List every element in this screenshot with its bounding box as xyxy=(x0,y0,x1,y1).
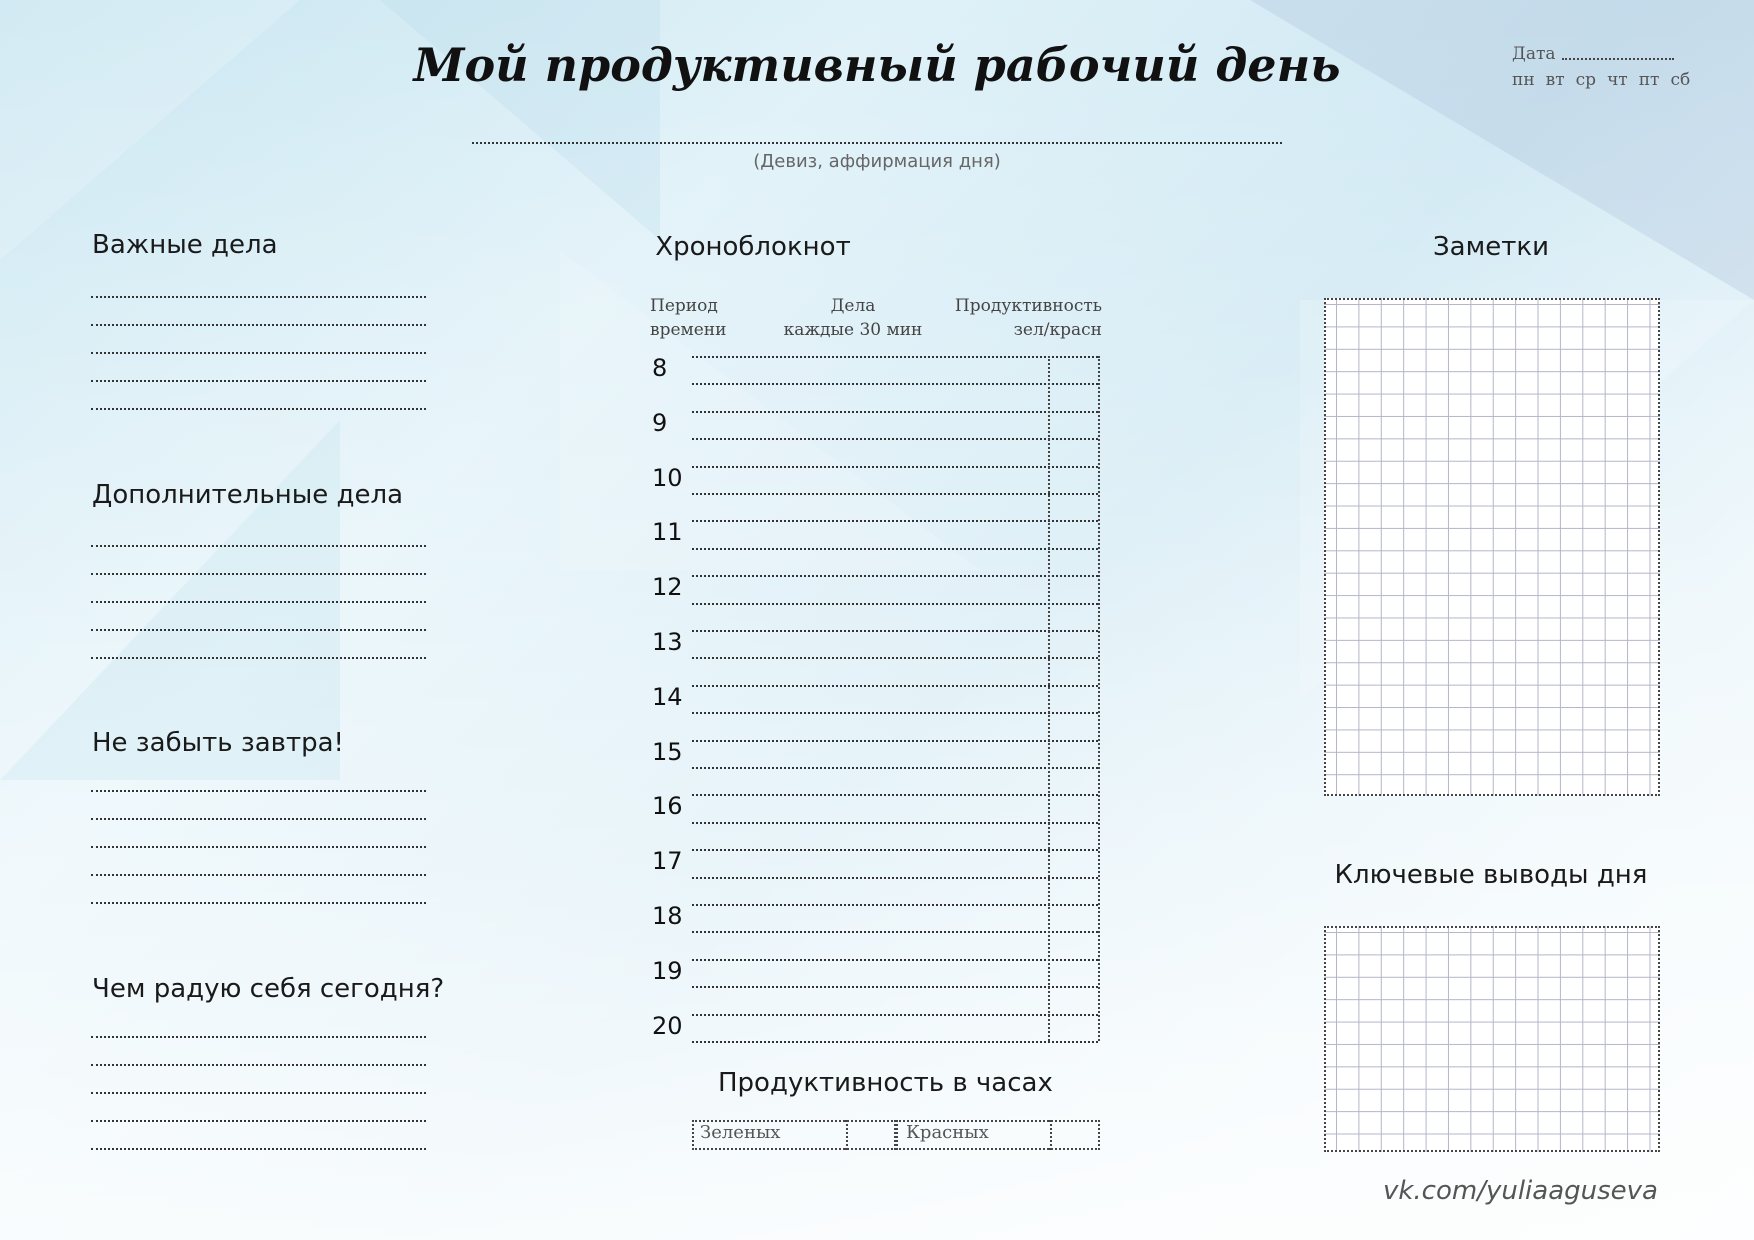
chrono-row-line[interactable] xyxy=(692,1014,1098,1016)
green-hours-field[interactable] xyxy=(844,1120,896,1150)
hour-label: 8 xyxy=(652,354,668,382)
col-period-line2: времени xyxy=(650,320,727,340)
col-productivity-header xyxy=(950,294,1102,342)
motto-caption: (Девиз, аффирмация дня) xyxy=(753,151,1001,172)
hour-label: 18 xyxy=(652,902,683,930)
green-hours-label: Зеленых xyxy=(700,1122,781,1143)
chrono-row-line[interactable] xyxy=(692,411,1098,413)
productivity-column-border xyxy=(1048,356,1050,1041)
weekday-mon[interactable]: пн xyxy=(1512,70,1535,90)
motto-line[interactable] xyxy=(472,142,1282,144)
chrono-row-line[interactable] xyxy=(692,794,1098,796)
remember-line-1[interactable] xyxy=(91,790,426,792)
col-prod-line1: Продуктивность xyxy=(954,296,1102,316)
chrono-row-line[interactable] xyxy=(692,740,1098,742)
chrono-row-line[interactable] xyxy=(692,548,1098,550)
chrono-row-line[interactable] xyxy=(692,904,1098,906)
red-hours-label: Красных xyxy=(906,1122,989,1143)
selfcare-line-3[interactable] xyxy=(91,1092,426,1094)
extra-line-5[interactable] xyxy=(91,657,426,659)
chrono-row-line[interactable] xyxy=(692,603,1098,605)
notes-grid[interactable] xyxy=(1324,298,1660,796)
hour-label: 10 xyxy=(652,463,683,492)
important-line-4[interactable] xyxy=(91,380,426,382)
weekday-wed[interactable]: ср xyxy=(1575,70,1597,90)
important-line-1[interactable] xyxy=(91,296,426,298)
col-tasks-header xyxy=(780,294,926,342)
chrono-row-line[interactable] xyxy=(692,931,1098,933)
hour-label: 14 xyxy=(652,682,683,711)
col-prod-line2: зел/красн xyxy=(1013,320,1102,340)
date-field[interactable] xyxy=(1562,58,1674,60)
chrono-row-line[interactable] xyxy=(692,959,1098,961)
selfcare-line-5[interactable] xyxy=(91,1148,426,1150)
col-period-line1: Период xyxy=(650,296,718,316)
hour-label: 16 xyxy=(652,792,683,821)
weekday-thu[interactable]: чт xyxy=(1607,70,1628,90)
extra-line-4[interactable] xyxy=(91,629,426,631)
important-line-5[interactable] xyxy=(91,408,426,410)
chrono-row-line[interactable] xyxy=(692,712,1098,714)
weekday-fri[interactable]: пт xyxy=(1638,70,1660,90)
chrono-row-line[interactable] xyxy=(692,849,1098,851)
date-block xyxy=(1512,44,1690,90)
hour-label: 17 xyxy=(652,847,683,876)
selfcare-line-4[interactable] xyxy=(91,1120,426,1122)
conclusions-grid[interactable] xyxy=(1324,926,1660,1152)
hour-label: 11 xyxy=(652,518,683,547)
remember-line-3[interactable] xyxy=(91,846,426,848)
chrono-row-line[interactable] xyxy=(692,383,1098,385)
weekday-tue[interactable]: вт xyxy=(1545,70,1565,90)
chrono-row-line[interactable] xyxy=(692,466,1098,468)
date-label: Дата xyxy=(1512,44,1556,64)
hour-label: 20 xyxy=(652,1011,683,1040)
productivity-title: Продуктивность в часах xyxy=(718,1068,1053,1098)
col-period-header xyxy=(650,294,726,342)
chrono-row-line[interactable] xyxy=(692,356,1098,358)
footer-link[interactable]: vk.com/yuliaaguseva xyxy=(1382,1176,1658,1206)
selfcare-line-1[interactable] xyxy=(91,1036,426,1038)
extra-line-2[interactable] xyxy=(91,573,426,575)
chrono-title: Хроноблокнот xyxy=(655,232,851,262)
remember-line-2[interactable] xyxy=(91,818,426,820)
conclusions-title: Ключевые выводы дня xyxy=(1334,860,1648,890)
remember-line-4[interactable] xyxy=(91,874,426,876)
chrono-row-line[interactable] xyxy=(692,767,1098,769)
chrono-row-line[interactable] xyxy=(692,657,1098,659)
important-line-2[interactable] xyxy=(91,324,426,326)
chrono-row-line[interactable] xyxy=(692,630,1098,632)
important-line-3[interactable] xyxy=(91,352,426,354)
chrono-row-line[interactable] xyxy=(692,1041,1098,1043)
col-tasks-line2: каждые 30 мин xyxy=(783,320,923,340)
page-title: Мой продуктивный рабочий день xyxy=(413,38,1341,92)
weekday-sat[interactable]: сб xyxy=(1670,70,1691,90)
extra-line-1[interactable] xyxy=(91,545,426,547)
important-tasks-title: Важные дела xyxy=(92,230,278,260)
hour-label: 15 xyxy=(652,737,683,766)
chrono-row-line[interactable] xyxy=(692,438,1098,440)
notes-title: Заметки xyxy=(1433,232,1549,262)
chrono-row-line[interactable] xyxy=(692,822,1098,824)
hour-label: 9 xyxy=(652,408,668,437)
chrono-row-line[interactable] xyxy=(692,493,1098,495)
productivity-column-border xyxy=(1098,356,1100,1041)
chrono-row-line[interactable] xyxy=(692,520,1098,522)
bg-facet xyxy=(380,0,660,240)
red-hours-field[interactable] xyxy=(1048,1120,1100,1150)
hour-label: 19 xyxy=(652,956,683,985)
chrono-row-line[interactable] xyxy=(692,685,1098,687)
hour-label: 13 xyxy=(652,628,683,656)
weekday-row xyxy=(1512,70,1690,90)
remember-line-5[interactable] xyxy=(91,902,426,904)
chrono-row-line[interactable] xyxy=(692,877,1098,879)
bg-facet xyxy=(0,420,340,780)
col-tasks-line1: Дела xyxy=(830,296,876,316)
self-care-title: Чем радую себя сегодня? xyxy=(92,974,445,1004)
selfcare-line-2[interactable] xyxy=(91,1064,426,1066)
extra-line-3[interactable] xyxy=(91,601,426,603)
chrono-row-line[interactable] xyxy=(692,575,1098,577)
hour-label: 12 xyxy=(652,573,683,602)
remember-tomorrow-title: Не забыть завтра! xyxy=(92,728,344,758)
extra-tasks-title: Дополнительные дела xyxy=(92,480,404,510)
chrono-row-line[interactable] xyxy=(692,986,1098,988)
